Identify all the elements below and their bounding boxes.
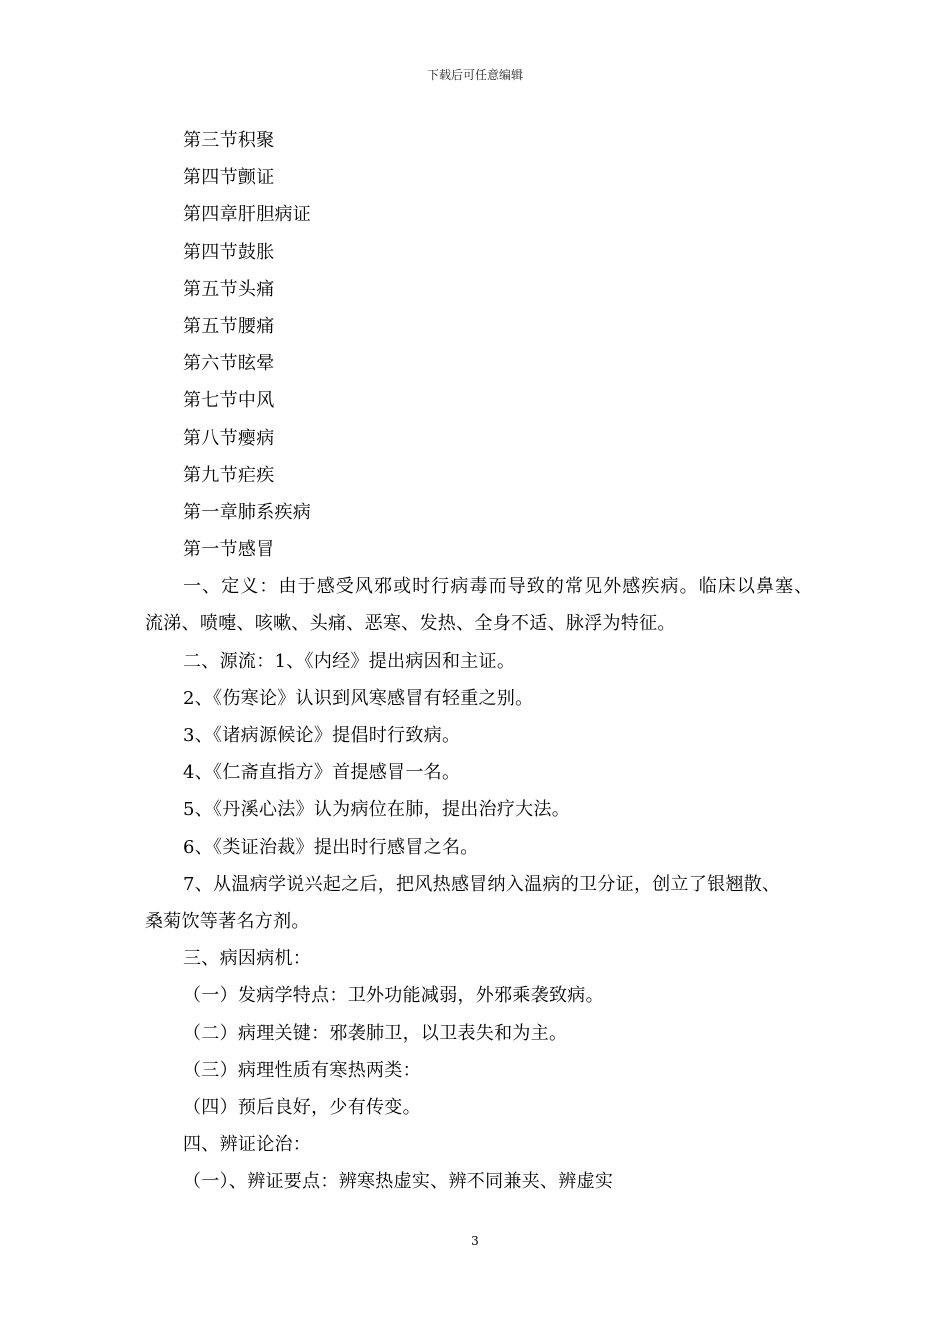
page-header: 下载后可任意编辑 [426,68,523,82]
paragraph-line: （一）发病学特点：卫外功能减弱，外邪乘袭致病。 [183,985,604,1007]
paragraph-line: 桑菊饮等著名方剂。 [145,910,310,932]
paragraph-line: （二）病理关键：邪袭肺卫，以卫表失和为主。 [183,1022,568,1044]
toc-line: 第九节疟疾 [183,464,275,486]
toc-line: 第四节鼓胀 [183,241,275,263]
toc-line: 第三节积聚 [183,130,275,151]
paragraph-line: 三、病因病机： [183,948,312,970]
paragraph-line: 流涕、喷嚏、咳嗽、头痛、恶寒、发热、全身不适、脉浮为特征。 [145,613,676,635]
toc-line: 第四章肝胆病证 [183,204,312,226]
paragraph-line: 四、辨证论治： [183,1134,312,1156]
toc-line: 第八节瘿病 [183,427,275,449]
paragraph-line: 一、定义：由于感受风邪或时行病毒而导致的常见外感疾病。临床以鼻塞、 [183,576,814,598]
paragraph-line: （三）病理性质有寒热两类： [183,1059,421,1081]
paragraph-line: 4、《仁斋直指方》首提感冒一名。 [183,762,461,784]
chapter-heading: 第一章肺系疾病 [183,501,312,523]
paragraph-line: 7、从温病学说兴起之后，把风热感冒纳入温病的卫分证，创立了银翘散、 [183,873,781,895]
toc-line: 第七节中风 [183,390,275,412]
toc-line: 第六节眩晕 [183,353,275,375]
paragraph-line: 5、《丹溪心法》认为病位在肺，提出治疗大法。 [183,799,571,821]
paragraph-line: 3、《诸病源候论》提倡时行致病。 [183,725,461,746]
toc-line: 第四节颤证 [183,167,275,189]
toc-line: 第五节头痛 [183,278,275,300]
paragraph-line: 二、源流：1、《内经》提出病因和主证。 [183,650,516,672]
paragraph-line: （四）预后良好，少有传变。 [183,1096,421,1118]
document-body [145,122,825,1200]
paragraph-line: （一）、辨证要点：辨寒热虚实、辨不同兼夹、辨虚实 [183,1171,614,1193]
paragraph-line: 2、《伤寒论》认识到风寒感冒有轻重之别。 [183,687,534,709]
paragraph-line: 6、《类证治裁》提出时行感冒之名。 [183,836,479,858]
page-number: 3 [471,1234,479,1248]
toc-line: 第五节腰痛 [183,315,275,337]
section-heading: 第一节感冒 [183,539,275,561]
